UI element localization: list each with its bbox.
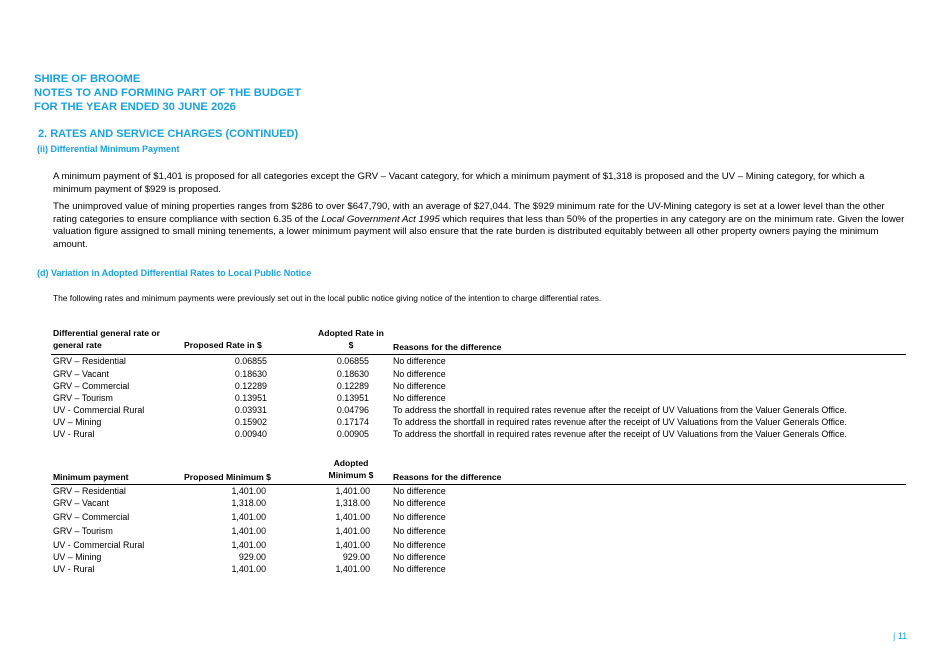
rates-header-adopted-line1: Adopted Rate in	[318, 328, 384, 338]
paragraph-mining-properties	[53, 201, 909, 251]
row-proposed: 929.00	[238, 552, 266, 562]
min-header-adopted	[306, 458, 396, 481]
subsection-variation: (d) Variation in Adopted Differential Rates to Local Public Notice	[37, 268, 312, 278]
row-adopted: 0.18630	[336, 368, 369, 379]
min-header-category: Minimum payment	[53, 472, 129, 482]
row-category: GRV – Residential	[53, 486, 126, 496]
act-reference: Local Government Act 1995	[321, 213, 440, 225]
row-reason: No difference	[393, 356, 446, 366]
row-proposed: 0.03931	[234, 405, 267, 415]
document-header	[34, 72, 301, 114]
row-adopted: 0.13951	[336, 393, 369, 403]
rates-header-adopted-line2: $	[348, 339, 354, 350]
row-proposed: 0.06855	[234, 356, 267, 366]
row-proposed: 1,401.00	[231, 564, 266, 574]
row-reason: No difference	[393, 486, 446, 496]
row-proposed: 1,318.00	[231, 498, 266, 508]
row-adopted: 1,318.00	[335, 498, 370, 508]
header-line-3: FOR THE YEAR ENDED 30 JUNE 2026	[34, 101, 236, 113]
rates-header-adopted	[306, 328, 396, 351]
row-category: UV - Rural	[53, 429, 95, 439]
row-category: GRV – Commercial	[53, 512, 130, 522]
row-category: UV – Mining	[53, 417, 102, 427]
min-header-proposed: Proposed Minimum $	[184, 472, 271, 482]
row-proposed: 0.13951	[234, 393, 267, 403]
row-reason: No difference	[393, 564, 446, 574]
subsection-differential-minimum: (ii) Differential Minimum Payment	[37, 144, 180, 154]
row-category: GRV – Vacant	[53, 498, 109, 508]
row-proposed: 0.12289	[234, 381, 267, 391]
row-category: GRV – Vacant	[53, 368, 109, 379]
row-adopted: 929.00	[342, 552, 370, 562]
row-reason: To address the shortfall in required rates revenue after the receipt of UV Valuations from the Valuer Generals Office.	[393, 405, 847, 415]
row-adopted: 1,401.00	[335, 526, 370, 536]
rates-header-rule	[51, 354, 906, 355]
row-adopted: 0.12289	[336, 381, 369, 391]
min-header-adopted-line2: Minimum $	[328, 469, 374, 480]
row-category: UV – Mining	[53, 552, 102, 562]
min-header-rule	[51, 484, 906, 485]
rates-header-category-line2: general rate	[53, 339, 102, 350]
row-proposed: 1,401.00	[231, 526, 266, 536]
row-adopted: 1,401.00	[335, 486, 370, 496]
row-category: GRV – Tourism	[53, 526, 113, 536]
row-category: GRV – Residential	[53, 356, 126, 366]
variation-intro: The following rates and minimum payments were previously set out in the local public notice giving notice of the intention to charge differential rates.	[53, 293, 602, 303]
row-adopted: 0.00905	[336, 429, 369, 439]
min-header-reason: Reasons for the difference	[393, 472, 502, 482]
row-adopted: 0.06855	[336, 356, 369, 366]
header-line-2: NOTES TO AND FORMING PART OF THE BUDGET	[34, 87, 302, 99]
row-proposed: 1,401.00	[231, 512, 266, 522]
row-adopted: 0.17174	[336, 417, 369, 427]
row-reason: No difference	[393, 512, 446, 522]
row-reason: No difference	[393, 498, 446, 508]
row-reason: No difference	[393, 526, 446, 536]
row-category: UV - Rural	[53, 564, 95, 574]
row-proposed: 1,401.00	[231, 540, 266, 550]
rates-header-proposed: Proposed Rate in $	[184, 340, 262, 350]
row-proposed: 1,401.00	[231, 486, 266, 496]
row-proposed: 0.18630	[234, 368, 267, 379]
row-reason: No difference	[393, 381, 446, 391]
row-reason: No difference	[393, 540, 446, 550]
row-category: UV - Commercial Rural	[53, 540, 145, 550]
rates-header-reason: Reasons for the difference	[393, 342, 502, 352]
row-adopted: 1,401.00	[335, 512, 370, 522]
section-title: 2. RATES AND SERVICE CHARGES (CONTINUED)	[38, 128, 299, 140]
header-line-1: SHIRE OF BROOME	[34, 73, 141, 85]
row-category: GRV – Tourism	[53, 393, 113, 403]
rates-header-category	[53, 328, 160, 351]
row-reason: No difference	[393, 368, 446, 379]
row-proposed: 0.00940	[234, 429, 267, 439]
paragraph-mining-text-2: which requires that less than 50% of the properties in any category are on the minimum rate. Given the lower valuation figure assigned to small mining tenements, a lower minimum payment will also ensure that the rate burden is distributed equitably between all other property owners paying the minimum amount.	[53, 213, 905, 250]
row-adopted: 0.04796	[336, 405, 369, 415]
row-category: UV - Commercial Rural	[53, 405, 145, 415]
row-proposed: 0.15902	[234, 417, 267, 427]
row-adopted: 1,401.00	[335, 540, 370, 550]
row-reason: To address the shortfall in required rates revenue after the receipt of UV Valuations from the Valuer Generals Office.	[393, 429, 847, 439]
row-reason: No difference	[393, 552, 446, 562]
paragraph-mining-text-1: The unimproved value of mining properties ranges from $286 to over $647,790, with an average of $27,044. The $929 minimum rate for the UV-Mining category is set at a lower level than the other rating categories to ensure compliance with section 6.35 of the	[53, 201, 885, 225]
row-reason: No difference	[393, 393, 446, 403]
page-number: | 11	[893, 631, 908, 641]
min-header-adopted-line1: Adopted	[333, 458, 369, 468]
row-reason: To address the shortfall in required rates revenue after the receipt of UV Valuations from the Valuer Generals Office.	[393, 417, 847, 427]
row-adopted: 1,401.00	[335, 564, 370, 574]
rates-header-category-line1: Differential general rate or	[53, 328, 160, 338]
paragraph-minimum-payment: A minimum payment of $1,401 is proposed for all categories except the GRV – Vacant category, for which a minimum payment of $1,318 is proposed and the UV – Mining category, for which a minimum payment of $929 is proposed.	[53, 171, 865, 195]
row-category: GRV – Commercial	[53, 381, 130, 391]
